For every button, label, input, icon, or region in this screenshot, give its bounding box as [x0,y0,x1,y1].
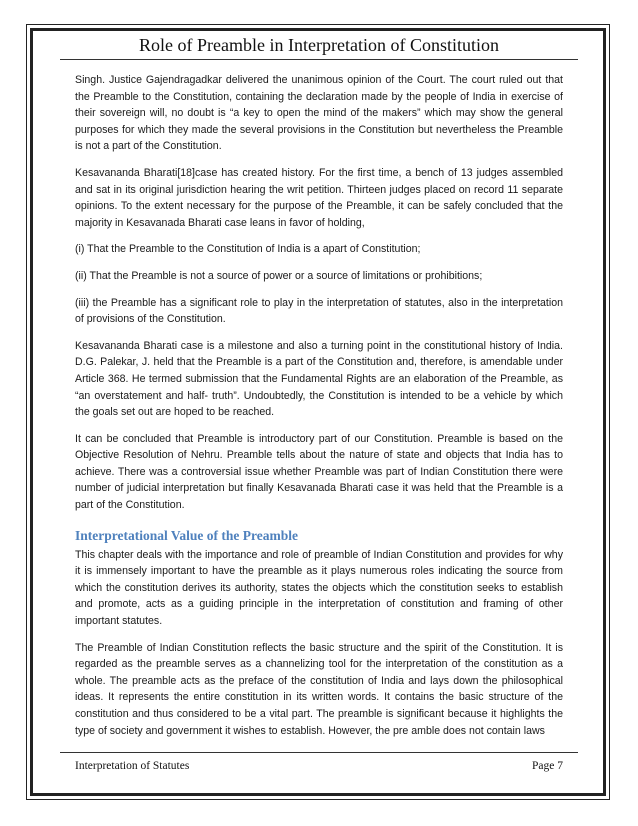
section-heading: Interpretational Value of the Preamble [75,527,298,543]
body-paragraph: The Preamble of Indian Constitution reflects the basic structure and the spirit of the Constitution. It is regarded as the preamble serves as a channelizing tool for the interpretation of the constitution as a whole. The preamble acts as the preface of the constitution of India and lays down the philosophical ideas. It represents the entire constitution in its written words. It contains the basic structure of the constitution and thus considered to be a vital part. The preamble is significant because it highlights the type of society and government it wishes to establish. However, the pre amble does not contain laws [75,641,563,737]
list-item: (iii) the Preamble has a significant role to play in the interpretation of statutes, also in the interpretation of provisions of the Constitution. [75,296,563,326]
body-paragraph: Kesavananda Bharati[18]case has created history. For the first time, a bench of 13 judges assembled and sat in its original jurisdiction hearing the writ petition. Thirteen judges placed on record 11 separate opinions. To the extent necessary for the purpose of the Preamble, it can be safely concluded that the majority in Kesavanada Bharati case leans in favor of holding, [75,166,563,229]
page-header-title: Role of Preamble in Interpretation of Constitution [139,35,499,55]
footer-page-number: Page 7 [532,760,563,772]
header-divider [60,59,578,60]
document-body [75,72,563,739]
footer-document-title: Interpretation of Statutes [75,760,190,772]
body-paragraph: This chapter deals with the importance and role of preamble of Indian Constitution and provides for why it is immensely important to have the preamble as it plays numerous roles indicating the source from which the constitution derives its authority, states the objects which the constitution seeks to establish and promote, acts as a guiding principle in the interpretation of constitution and framing of other important statutes. [75,548,563,628]
list-item: (ii) That the Preamble is not a source of power or a source of limitations or prohibitions; [75,269,483,282]
list-item: (i) That the Preamble to the Constitution of India is a apart of Constitution; [75,243,421,256]
body-paragraph: Kesavananda Bharati case is a milestone and also a turning point in the constitutional history of India. D.G. Palekar, J. held that the Preamble is a part of the Constitution and, therefore, is amendable under Article 368. He termed submission that the Fundamental Rights are an elaboration of the Preamble, as “an overstatement and half- truth”. Undoubtedly, the Constitution is intended to be a vehicle by which the goals set out are hoped to be reached. [75,339,563,419]
body-paragraph: Singh. Justice Gajendragadkar delivered the unanimous opinion of the Court. The court ruled out that the Preamble to the Constitution, containing the declaration made by the people of India in exercise of their sovereign will, no doubt is “a key to open the mind of the makers” which may show the general purposes for which they made the several provisions in the Constitution but nevertheless the Preamble is not a part of the Constitution. [75,74,563,153]
footer-divider [60,752,578,753]
body-paragraph: It can be concluded that Preamble is introductory part of our Constitution. Preamble is based on the Objective Resolution of Nehru. Preamble tells about the nature of state and objects that India has to achieve. There was a controversial issue whether Preamble was part of Indian Constitution there were number of judicial interpretation but finally Kesavanada Bharati case it was held that the Preamble is a part of the Constitution. [75,432,563,512]
